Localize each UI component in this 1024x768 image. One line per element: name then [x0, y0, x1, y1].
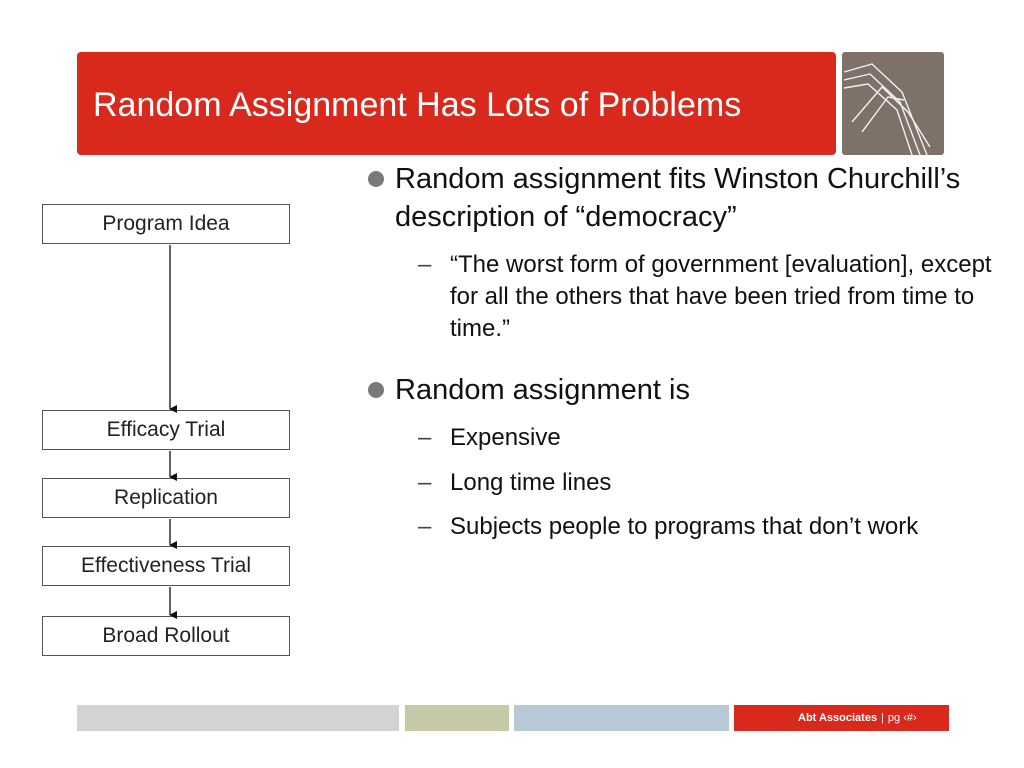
sub-bullet-item [418, 511, 998, 543]
dash-icon: – [418, 513, 432, 540]
sub-bullet-text: Expensive [450, 424, 561, 451]
footer-bar-blue [514, 705, 729, 731]
sub-bullet-text: “The worst form of government [evaluation], except for all the others that have been tried from time to time.” [450, 251, 992, 342]
bullet-text: Random assignment is [395, 374, 690, 406]
bullet-dot-icon [368, 382, 384, 398]
footer-bar-olive [405, 705, 509, 731]
bullet-item [368, 160, 1018, 236]
bullet-item [368, 371, 1018, 409]
dash-icon: – [418, 424, 432, 451]
footer-separator: | [881, 712, 884, 724]
sub-bullet-text: Long time lines [450, 469, 612, 496]
footer-bar-gray [77, 705, 399, 731]
bullet-dot-icon [368, 171, 384, 187]
slide-title: Random Assignment Has Lots of Problems [93, 86, 742, 124]
sub-bullet-text: Subjects people to programs that don’t work [450, 513, 919, 540]
footer-bar-red [734, 705, 949, 731]
sub-bullet-item [418, 422, 998, 454]
bullet-text: Random assignment fits Winston Churchill’s description of “democracy” [395, 163, 961, 233]
sub-bullet-item [418, 249, 998, 345]
dash-icon: – [418, 251, 432, 278]
flow-step-label: Broad Rollout [102, 624, 230, 647]
flow-step-label: Efficacy Trial [106, 418, 226, 441]
footer-org: Abt Associates [798, 712, 878, 724]
sub-bullet-item [418, 467, 998, 499]
footer-page-number: pg ‹#› [887, 712, 917, 724]
flow-step-label: Effectiveness Trial [80, 554, 252, 577]
flow-step-label: Replication [114, 486, 218, 509]
dash-icon: – [418, 469, 432, 496]
flow-step-label: Program Idea [102, 212, 230, 235]
